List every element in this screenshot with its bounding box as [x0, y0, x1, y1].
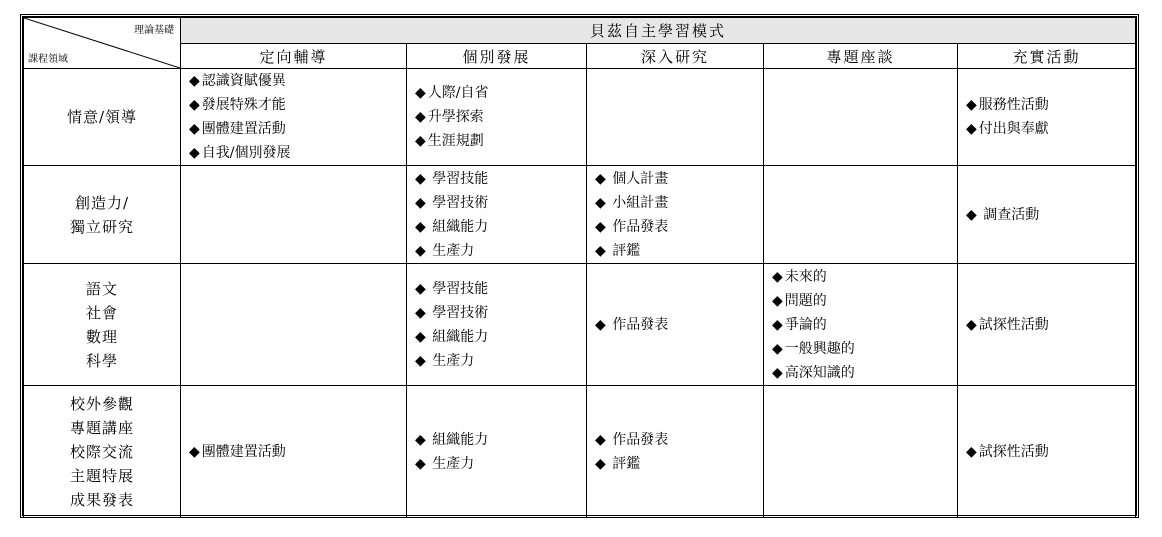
list-item [189, 69, 406, 93]
table-cell [764, 166, 958, 264]
table-frame [20, 14, 1139, 518]
list-item-text: 高深知識的 [784, 364, 855, 381]
diamond-bullet-icon: ◆ [772, 364, 783, 381]
list-item-text: 調查活動 [978, 206, 1040, 223]
list-item-text: 學習技術 [427, 194, 489, 211]
list-item-text: 未來的 [784, 268, 827, 285]
diamond-bullet-icon: ◆ [772, 316, 783, 333]
list-item [966, 203, 1135, 227]
diamond-bullet-icon: ◆ [415, 170, 426, 187]
table-cell [407, 386, 587, 518]
list-item [189, 440, 406, 464]
diamond-bullet-icon: ◆ [595, 242, 606, 259]
table-cell [181, 166, 407, 264]
diamond-bullet-icon: ◆ [415, 109, 426, 125]
list-item [189, 93, 406, 117]
diamond-bullet-icon: ◆ [595, 431, 606, 448]
row-header-line: 主題特展 [69, 466, 134, 485]
diamond-bullet-icon: ◆ [415, 194, 426, 211]
table-cell [181, 69, 407, 166]
list-item-text: 認識資賦優異 [201, 73, 286, 89]
diamond-bullet-icon: ◆ [966, 316, 977, 333]
list-item-text: 評鑑 [607, 455, 641, 472]
row-header [24, 166, 181, 264]
diamond-bullet-icon: ◆ [189, 73, 200, 89]
table-cell [958, 264, 1136, 386]
row-header-line: 校外參觀 [69, 394, 134, 413]
list-item [772, 313, 957, 337]
corner-header [24, 18, 181, 69]
table-cell [764, 264, 958, 386]
list-item [415, 301, 586, 325]
table-row [24, 264, 1136, 386]
list-item-text: 組織能力 [427, 218, 489, 235]
list-item-text: 團體建置活動 [201, 121, 286, 137]
list-item [595, 452, 763, 476]
diamond-bullet-icon: ◆ [415, 280, 426, 297]
row-header-line: 語文 [85, 279, 118, 298]
list-item-text: 組織能力 [427, 328, 489, 345]
row-header [24, 69, 181, 166]
diamond-bullet-icon: ◆ [189, 97, 200, 113]
list-item [415, 349, 586, 373]
list-item-text: 付出與奉獻 [978, 121, 1049, 137]
diamond-bullet-icon: ◆ [189, 443, 200, 460]
diamond-bullet-icon: ◆ [415, 431, 426, 448]
list-item [189, 117, 406, 141]
list-item-text: 生產力 [427, 242, 475, 259]
list-item [595, 428, 763, 452]
list-item [966, 93, 1135, 117]
table-cell [587, 264, 764, 386]
list-item-text: 自我/個別發展 [201, 145, 291, 161]
diamond-bullet-icon: ◆ [189, 145, 200, 161]
list-item [772, 289, 957, 313]
column-header: 充實活動 [958, 44, 1136, 69]
table-cell [958, 166, 1136, 264]
list-item [415, 215, 586, 239]
table-cell [587, 166, 764, 264]
column-header: 個別發展 [407, 44, 587, 69]
list-item [772, 361, 957, 385]
table-cell [181, 264, 407, 386]
row-header [24, 264, 181, 386]
list-item-text: 學習技術 [427, 304, 489, 321]
diamond-bullet-icon: ◆ [415, 85, 426, 101]
list-item-text: 試探性活動 [978, 316, 1049, 333]
list-item [415, 325, 586, 349]
diamond-bullet-icon: ◆ [189, 121, 200, 137]
corner-bottom-label: 課程領域 [28, 54, 68, 65]
row-header-line: 成果發表 [69, 490, 134, 509]
list-item [595, 215, 763, 239]
diamond-bullet-icon: ◆ [595, 455, 606, 472]
list-item-text: 小組計畫 [607, 194, 669, 211]
diamond-bullet-icon: ◆ [772, 268, 783, 285]
diamond-bullet-icon: ◆ [415, 455, 426, 472]
table-row [24, 166, 1136, 264]
list-item [415, 428, 586, 452]
diamond-bullet-icon: ◆ [772, 340, 783, 357]
table-cell [407, 264, 587, 386]
diamond-bullet-icon: ◆ [595, 316, 606, 333]
diamond-bullet-icon: ◆ [772, 292, 783, 309]
curriculum-table [23, 17, 1136, 518]
diamond-bullet-icon: ◆ [966, 97, 977, 113]
list-item [189, 141, 406, 165]
table-row [24, 386, 1136, 518]
row-header-line: 專題講座 [69, 418, 134, 437]
list-item-text: 發展特殊才能 [201, 97, 286, 113]
list-item-text: 爭論的 [784, 316, 827, 333]
list-item [772, 265, 957, 289]
diamond-bullet-icon: ◆ [966, 206, 977, 223]
diamond-bullet-icon: ◆ [415, 352, 426, 369]
diamond-bullet-icon: ◆ [415, 328, 426, 345]
table-cell [958, 69, 1136, 166]
list-item-text: 團體建置活動 [201, 443, 286, 460]
list-item-text: 生涯規劃 [427, 133, 484, 149]
list-item-text: 生產力 [427, 455, 475, 472]
list-item [595, 239, 763, 263]
list-item [595, 313, 763, 337]
diamond-bullet-icon: ◆ [595, 194, 606, 211]
list-item [966, 440, 1135, 464]
corner-top-label: 理論基礎 [134, 25, 174, 36]
column-header: 定向輔導 [181, 44, 407, 69]
list-item [966, 313, 1135, 337]
row-header-line: 創造力/ [74, 193, 130, 212]
list-item [415, 167, 586, 191]
table-cell [958, 386, 1136, 518]
row-header [24, 386, 181, 518]
table-cell [587, 69, 764, 166]
list-item-text: 學習技能 [427, 170, 489, 187]
list-item [595, 167, 763, 191]
table-cell [407, 166, 587, 264]
table-row [24, 69, 1136, 166]
table-cell [764, 386, 958, 518]
list-item-text: 一般興趣的 [784, 340, 855, 357]
list-item-text: 作品發表 [607, 431, 669, 448]
list-item-text: 作品發表 [607, 218, 669, 235]
list-item-text: 作品發表 [607, 316, 669, 333]
list-item-text: 問題的 [784, 292, 827, 309]
list-item [415, 277, 586, 301]
table-cell [764, 69, 958, 166]
row-header-line: 情意/領導 [66, 108, 138, 126]
list-item [415, 81, 586, 105]
list-item-text: 生產力 [427, 352, 475, 369]
list-item-text: 評鑑 [607, 242, 641, 259]
table-cell [587, 386, 764, 518]
list-item [966, 117, 1135, 141]
list-item [415, 105, 586, 129]
list-item-text: 試探性活動 [978, 443, 1049, 460]
table-cell [181, 386, 407, 518]
list-item [415, 239, 586, 263]
list-item-text: 組織能力 [427, 431, 489, 448]
list-item [415, 191, 586, 215]
list-item [772, 337, 957, 361]
row-header-line: 校際交流 [69, 442, 134, 461]
diamond-bullet-icon: ◆ [595, 218, 606, 235]
diamond-bullet-icon: ◆ [415, 218, 426, 235]
diamond-bullet-icon: ◆ [415, 242, 426, 259]
list-item-text: 人際/自省 [427, 85, 489, 101]
model-title: 貝茲自主學習模式 [181, 18, 1136, 44]
table-cell [407, 69, 587, 166]
column-header: 專題座談 [764, 44, 958, 69]
list-item [415, 129, 586, 153]
diamond-bullet-icon: ◆ [966, 121, 977, 137]
row-header-line: 社會 [85, 303, 118, 322]
diamond-bullet-icon: ◆ [595, 170, 606, 187]
list-item-text: 個人計畫 [607, 170, 669, 187]
column-header: 深入研究 [587, 44, 764, 69]
list-item-text: 學習技能 [427, 280, 489, 297]
diamond-bullet-icon: ◆ [415, 133, 426, 149]
list-item [595, 191, 763, 215]
row-header-line: 數理 [85, 327, 118, 346]
list-item-text: 升學探索 [427, 109, 484, 125]
row-header-line: 獨立研究 [69, 217, 134, 236]
diamond-bullet-icon: ◆ [966, 443, 977, 460]
list-item-text: 服務性活動 [978, 97, 1049, 113]
diamond-bullet-icon: ◆ [415, 304, 426, 321]
list-item [415, 452, 586, 476]
row-header-line: 科學 [85, 351, 118, 370]
